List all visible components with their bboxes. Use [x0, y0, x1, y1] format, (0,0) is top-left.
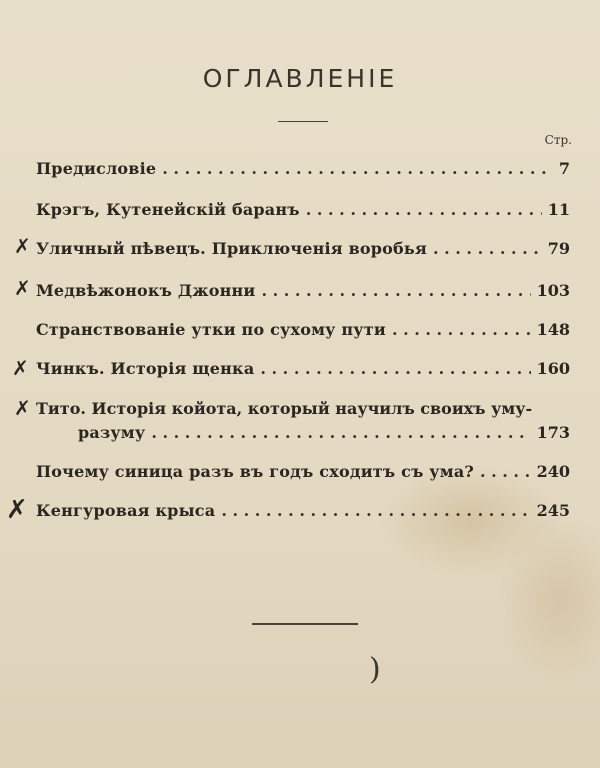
toc-entry-title: Предисловіе	[36, 159, 157, 178]
dot-leader	[306, 198, 542, 222]
dot-leader	[151, 421, 530, 445]
handwritten-check-icon: ✗	[14, 234, 31, 258]
toc-entry	[36, 198, 570, 222]
page-column-label: Стр.	[544, 133, 572, 147]
dot-leader	[433, 237, 542, 261]
toc-entry-title-line1: Тито. Исторія койота, который научилъ своихъ уму-	[36, 399, 533, 418]
dot-leader	[392, 318, 531, 342]
toc-entry-page: 103	[536, 281, 570, 300]
toc-entry-title: Почему синица разъ въ годъ сходитъ съ ума?	[36, 462, 474, 481]
toc-entry	[36, 460, 570, 484]
toc-entry	[36, 318, 570, 342]
title-divider	[278, 121, 328, 122]
dot-leader	[261, 279, 530, 303]
toc-entry	[36, 237, 570, 261]
toc-entry-page: 79	[547, 239, 570, 258]
toc-entry	[36, 157, 570, 181]
toc-entry-page: 245	[536, 501, 570, 520]
bracket-mark: )	[369, 652, 381, 687]
toc-entry	[36, 279, 570, 303]
toc-entry	[36, 499, 570, 523]
dot-leader	[480, 460, 531, 484]
toc-entry-title-line2: разуму	[78, 423, 146, 442]
toc-entry-page: 7	[558, 159, 570, 178]
toc-entry-page: 240	[536, 462, 570, 481]
handwritten-check-icon: ✗	[6, 495, 28, 525]
toc-entry-title: Уличный пѣвецъ. Приключенія воробья	[36, 239, 427, 258]
toc-entry-title: Чинкъ. Исторія щенка	[36, 359, 255, 378]
toc-entry-page: 160	[536, 359, 570, 378]
closing-divider	[252, 623, 358, 625]
dot-leader	[221, 499, 530, 523]
handwritten-check-icon: ✗	[12, 356, 29, 380]
page-title: ОГЛАВЛЕНІЕ	[202, 64, 398, 93]
dot-leader	[162, 157, 553, 181]
toc-entry-title: Кенгуровая крыса	[36, 501, 216, 520]
dot-leader	[260, 357, 530, 381]
toc-entry-title: Медвѣжонокъ Джонни	[36, 281, 256, 300]
handwritten-check-icon: ✗	[14, 396, 31, 420]
toc-entry	[36, 357, 570, 381]
toc-entry-page: 148	[536, 320, 570, 339]
handwritten-check-icon: ✗	[14, 276, 31, 300]
toc-entry	[78, 421, 570, 445]
toc-entry-title: Странствованіе утки по сухому пути	[36, 320, 386, 339]
toc-entry-page: 173	[536, 423, 570, 442]
toc-entry-page: 11	[547, 200, 570, 219]
toc-entry-title: Крэгъ, Кутенейскій баранъ	[36, 200, 300, 219]
